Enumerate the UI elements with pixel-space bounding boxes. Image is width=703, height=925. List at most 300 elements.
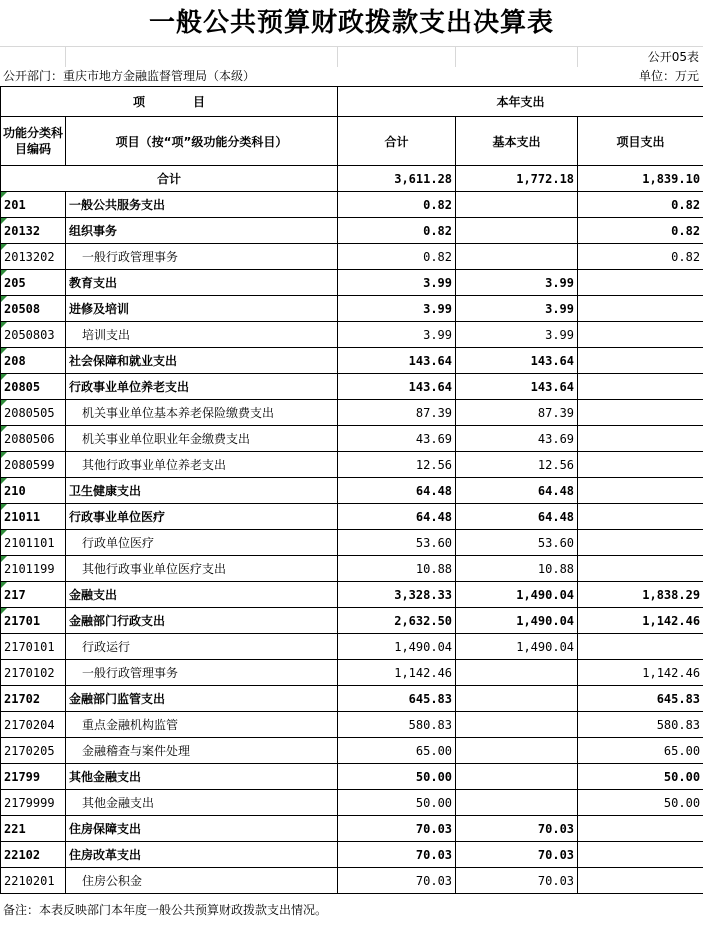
row-project-text: 65.00	[663, 743, 701, 758]
row-basic	[456, 842, 578, 868]
row-item-name	[66, 478, 338, 504]
row-total-text: 70.03	[415, 821, 453, 836]
row-total-text: 3,328.33	[394, 587, 453, 602]
cell-indicator-icon	[1, 582, 7, 588]
row-code-text: 2080599	[4, 457, 55, 472]
table-row	[1, 452, 703, 478]
row-basic	[456, 582, 578, 608]
table-row	[1, 634, 703, 660]
row-code	[1, 712, 66, 738]
row-code-text: 208	[4, 353, 26, 368]
row-item-name-text: 住房公积金	[82, 874, 143, 888]
row-item-name	[66, 816, 338, 842]
row-code-text: 2170204	[4, 717, 55, 732]
row-total-text: 50.00	[415, 795, 453, 810]
cell-indicator-icon	[1, 270, 7, 276]
row-item-name-text: 卫生健康支出	[69, 484, 142, 498]
row-project	[578, 244, 703, 270]
row-item-name-text: 其他行政事业单位医疗支出	[82, 562, 227, 576]
row-total	[338, 608, 456, 634]
row-total-text: 0.82	[423, 223, 453, 238]
row-code	[1, 764, 66, 790]
row-item-name-text: 一般公共服务支出	[69, 198, 166, 212]
row-basic	[456, 270, 578, 296]
row-item-name-text: 一般行政管理事务	[82, 666, 179, 680]
table-row	[1, 660, 703, 686]
row-project	[578, 426, 703, 452]
row-item-name-text: 行政运行	[82, 640, 131, 654]
row-basic	[456, 686, 578, 712]
row-total-text: 645.83	[408, 691, 453, 706]
row-total	[338, 790, 456, 816]
row-total-text: 3.99	[423, 327, 453, 342]
row-project	[578, 530, 703, 556]
row-project	[578, 764, 703, 790]
row-code-text: 217	[4, 587, 26, 602]
row-code	[1, 816, 66, 842]
row-total	[338, 400, 456, 426]
row-basic-text: 53.60	[537, 535, 575, 550]
row-total	[338, 660, 456, 686]
header-project: 项目支出	[578, 117, 703, 166]
row-item-name	[66, 270, 338, 296]
department-label: 公开部门：重庆市地方金融监督管理局（本级）	[3, 69, 256, 83]
row-basic	[456, 556, 578, 582]
row-code-text: 2170205	[4, 743, 55, 758]
row-item-name	[66, 192, 338, 218]
row-item-name	[66, 244, 338, 270]
row-item-name-text: 行政事业单位医疗	[69, 510, 166, 524]
table-row	[1, 192, 703, 218]
cell-indicator-icon	[1, 478, 7, 484]
row-basic-text: 1,490.04	[516, 613, 575, 628]
row-basic-text: 1,490.04	[516, 587, 575, 602]
row-item-name-text: 进修及培训	[69, 302, 130, 316]
row-code-text: 20508	[4, 301, 41, 316]
row-code	[1, 556, 66, 582]
row-total	[338, 738, 456, 764]
row-basic	[456, 738, 578, 764]
row-total-text: 64.48	[415, 509, 453, 524]
row-basic-text: 3.99	[545, 301, 575, 316]
row-total-text: 43.69	[415, 431, 453, 446]
row-total	[338, 374, 456, 400]
row-total	[338, 218, 456, 244]
row-item-name-text: 培训支出	[82, 328, 131, 342]
row-item-name-text: 金融稽查与案件处理	[82, 744, 191, 758]
row-project	[578, 400, 703, 426]
row-basic	[456, 868, 578, 894]
row-code	[1, 296, 66, 322]
row-item-name	[66, 582, 338, 608]
row-code-text: 21799	[4, 769, 41, 784]
row-total-text: 87.39	[415, 405, 453, 420]
row-code	[1, 452, 66, 478]
row-project	[578, 712, 703, 738]
table-row	[1, 218, 703, 244]
row-basic	[456, 400, 578, 426]
row-item-name	[66, 712, 338, 738]
row-basic	[456, 712, 578, 738]
row-total-text: 143.64	[408, 353, 453, 368]
row-item-name-text: 机关事业单位基本养老保险缴费支出	[82, 406, 275, 420]
row-code-text: 21701	[4, 613, 41, 628]
row-basic-text: 3.99	[545, 275, 575, 290]
row-basic-text: 70.03	[537, 873, 575, 888]
table-row	[1, 374, 703, 400]
total-label: 合计	[1, 166, 338, 192]
row-basic	[456, 660, 578, 686]
row-project-text: 0.82	[671, 223, 701, 238]
row-code-text: 2210201	[4, 873, 55, 888]
row-code	[1, 322, 66, 348]
row-project	[578, 842, 703, 868]
spreadsheet-gridline-row	[0, 46, 703, 67]
header-item-name: 项目（按“项”级功能分类科目）	[66, 117, 338, 166]
row-code	[1, 660, 66, 686]
row-item-name	[66, 296, 338, 322]
row-code-text: 2170101	[4, 639, 55, 654]
row-total-text: 1,490.04	[394, 639, 453, 654]
row-code-text: 2050803	[4, 327, 55, 342]
header-total: 合计	[338, 117, 456, 166]
row-item-name-text: 其他行政事业单位养老支出	[82, 458, 227, 472]
cell-indicator-icon	[1, 192, 7, 198]
row-total-text: 0.82	[423, 249, 453, 264]
header-item-group: 项 目	[1, 87, 338, 117]
table-row	[1, 582, 703, 608]
row-total	[338, 686, 456, 712]
row-item-name	[66, 452, 338, 478]
row-total	[338, 556, 456, 582]
cell-indicator-icon	[1, 452, 7, 458]
row-code	[1, 868, 66, 894]
row-total-text: 70.03	[415, 873, 453, 888]
row-code	[1, 244, 66, 270]
expense-table	[0, 86, 703, 894]
cell-indicator-icon	[1, 374, 7, 380]
table-row	[1, 244, 703, 270]
row-code-text: 2101101	[4, 535, 55, 550]
header-year-expense: 本年支出	[338, 87, 703, 117]
row-total	[338, 244, 456, 270]
row-basic-text: 12.56	[537, 457, 575, 472]
row-basic-text: 87.39	[537, 405, 575, 420]
row-total-text: 12.56	[415, 457, 453, 472]
row-code	[1, 504, 66, 530]
row-code-text: 20132	[4, 223, 41, 238]
row-total	[338, 192, 456, 218]
row-item-name-text: 机关事业单位职业年金缴费支出	[82, 432, 251, 446]
row-item-name-text: 教育支出	[69, 276, 118, 290]
row-item-name-text: 金融部门监管支出	[69, 692, 166, 706]
row-item-name	[66, 348, 338, 374]
row-item-name	[66, 868, 338, 894]
row-project	[578, 452, 703, 478]
table-row	[1, 712, 703, 738]
row-project	[578, 374, 703, 400]
row-item-name	[66, 686, 338, 712]
row-item-name-text: 住房保障支出	[69, 822, 142, 836]
row-basic	[456, 218, 578, 244]
row-project	[578, 348, 703, 374]
cell-indicator-icon	[1, 296, 7, 302]
row-project	[578, 296, 703, 322]
row-item-name	[66, 790, 338, 816]
row-item-name-text: 住房改革支出	[69, 848, 142, 862]
table-row	[1, 790, 703, 816]
row-item-name	[66, 400, 338, 426]
row-basic	[456, 608, 578, 634]
row-total-text: 3.99	[423, 275, 453, 290]
row-total	[338, 504, 456, 530]
row-basic	[456, 530, 578, 556]
row-code	[1, 400, 66, 426]
row-item-name-text: 行政事业单位养老支出	[69, 380, 190, 394]
row-item-name	[66, 842, 338, 868]
row-total-text: 0.82	[423, 197, 453, 212]
total-project: 1,839.10	[578, 166, 703, 192]
row-code	[1, 582, 66, 608]
row-code-text: 2170102	[4, 665, 55, 680]
row-item-name-text: 行政单位医疗	[82, 536, 155, 550]
info-line	[0, 66, 703, 86]
row-total	[338, 270, 456, 296]
row-basic-text: 3.99	[545, 327, 575, 342]
row-total	[338, 530, 456, 556]
row-total	[338, 764, 456, 790]
row-item-name	[66, 556, 338, 582]
row-item-name	[66, 530, 338, 556]
row-code-text: 2013202	[4, 249, 55, 264]
row-basic	[456, 426, 578, 452]
row-code	[1, 270, 66, 296]
table-row	[1, 348, 703, 374]
row-project	[578, 738, 703, 764]
row-project-text: 0.82	[671, 249, 701, 264]
row-code-text: 22102	[4, 847, 41, 862]
row-item-name-text: 一般行政管理事务	[82, 250, 179, 264]
row-total-text: 143.64	[408, 379, 453, 394]
row-total	[338, 712, 456, 738]
row-basic	[456, 634, 578, 660]
row-basic	[456, 452, 578, 478]
cell-indicator-icon	[1, 530, 7, 536]
row-total	[338, 868, 456, 894]
row-total	[338, 478, 456, 504]
row-basic	[456, 478, 578, 504]
row-project-text: 1,142.46	[642, 613, 701, 628]
row-total-text: 3.99	[423, 301, 453, 316]
row-code-text: 201	[4, 197, 26, 212]
table-row	[1, 400, 703, 426]
table-row	[1, 478, 703, 504]
row-code	[1, 348, 66, 374]
row-total	[338, 322, 456, 348]
row-total-text: 64.48	[415, 483, 453, 498]
row-item-name-text: 其他金融支出	[69, 770, 142, 784]
row-basic-text: 70.03	[537, 847, 575, 862]
header-basic: 基本支出	[456, 117, 578, 166]
row-total-text: 70.03	[415, 847, 453, 862]
page-title: 一般公共预算财政拨款支出决算表	[148, 8, 554, 38]
row-project-text: 50.00	[663, 769, 701, 784]
row-basic	[456, 374, 578, 400]
table-row	[1, 530, 703, 556]
table-row	[1, 322, 703, 348]
row-code-text: 210	[4, 483, 26, 498]
row-total-text: 580.83	[408, 717, 453, 732]
row-item-name	[66, 738, 338, 764]
row-basic	[456, 816, 578, 842]
row-item-name	[66, 374, 338, 400]
row-item-name-text: 金融部门行政支出	[69, 614, 166, 628]
row-total	[338, 842, 456, 868]
row-code	[1, 530, 66, 556]
row-project	[578, 608, 703, 634]
cell-indicator-icon	[1, 426, 7, 432]
row-item-name	[66, 608, 338, 634]
row-basic	[456, 296, 578, 322]
row-project	[578, 504, 703, 530]
row-code	[1, 634, 66, 660]
total-basic: 1,772.18	[456, 166, 578, 192]
table-row	[1, 816, 703, 842]
row-project-text: 1,142.46	[642, 665, 701, 680]
table-row	[1, 296, 703, 322]
row-code	[1, 790, 66, 816]
table-row	[1, 608, 703, 634]
table-row	[1, 738, 703, 764]
row-project	[578, 218, 703, 244]
row-code	[1, 686, 66, 712]
row-code	[1, 426, 66, 452]
row-item-name-text: 其他金融支出	[82, 796, 155, 810]
row-project	[578, 270, 703, 296]
row-project	[578, 634, 703, 660]
footnote: 备注：本表反映部门本年度一般公共预算财政拨款支出情况。	[3, 903, 328, 917]
total-row	[1, 166, 703, 192]
row-code-text: 205	[4, 275, 26, 290]
cell-indicator-icon	[1, 218, 7, 224]
row-code	[1, 842, 66, 868]
row-code	[1, 478, 66, 504]
row-total-text: 2,632.50	[394, 613, 453, 628]
cell-indicator-icon	[1, 348, 7, 354]
row-total	[338, 634, 456, 660]
table-row	[1, 868, 703, 894]
row-project-text: 580.83	[656, 717, 701, 732]
row-item-name	[66, 634, 338, 660]
unit-label: 单位：万元	[638, 69, 699, 83]
cell-indicator-icon	[1, 556, 7, 562]
row-basic-text: 143.64	[530, 353, 575, 368]
row-code	[1, 218, 66, 244]
table-row	[1, 270, 703, 296]
row-project-text: 645.83	[656, 691, 701, 706]
row-total-text: 1,142.46	[394, 665, 453, 680]
row-basic	[456, 322, 578, 348]
row-code	[1, 192, 66, 218]
cell-indicator-icon	[1, 504, 7, 510]
row-item-name-text: 重点金融机构监管	[82, 718, 179, 732]
row-code	[1, 374, 66, 400]
row-code-text: 2080505	[4, 405, 55, 420]
row-basic	[456, 790, 578, 816]
row-code-text: 221	[4, 821, 26, 836]
row-project	[578, 790, 703, 816]
row-code-text: 2179999	[4, 795, 55, 810]
row-total	[338, 426, 456, 452]
cell-indicator-icon	[1, 400, 7, 406]
row-item-name	[66, 660, 338, 686]
row-basic	[456, 764, 578, 790]
row-total	[338, 582, 456, 608]
table-number: 公开05表	[647, 50, 699, 64]
row-total-text: 50.00	[415, 769, 453, 784]
row-code-text: 2080506	[4, 431, 55, 446]
row-total	[338, 452, 456, 478]
row-basic-text: 1,490.04	[516, 639, 575, 654]
row-total	[338, 296, 456, 322]
header-code: 功能分类科目编码	[1, 117, 66, 166]
table-row	[1, 426, 703, 452]
row-item-name-text: 组织事务	[69, 224, 118, 238]
row-item-name-text: 金融支出	[69, 588, 118, 602]
row-item-name	[66, 218, 338, 244]
row-project-text: 1,838.29	[642, 587, 701, 602]
table-row	[1, 842, 703, 868]
row-code	[1, 608, 66, 634]
row-code-text: 21011	[4, 509, 41, 524]
total-sum: 3,611.28	[338, 166, 456, 192]
row-project-text: 50.00	[663, 795, 701, 810]
row-item-name	[66, 426, 338, 452]
row-total-text: 65.00	[415, 743, 453, 758]
cell-indicator-icon	[1, 244, 7, 250]
cell-indicator-icon	[1, 322, 7, 328]
row-code-text: 2101199	[4, 561, 55, 576]
row-item-name	[66, 764, 338, 790]
row-code	[1, 738, 66, 764]
row-basic-text: 43.69	[537, 431, 575, 446]
cell-indicator-icon	[1, 608, 7, 614]
row-code-text: 21702	[4, 691, 41, 706]
row-item-name	[66, 322, 338, 348]
row-project	[578, 868, 703, 894]
table-row	[1, 764, 703, 790]
row-project	[578, 816, 703, 842]
row-basic	[456, 244, 578, 270]
row-project	[578, 322, 703, 348]
row-basic	[456, 348, 578, 374]
row-item-name-text: 社会保障和就业支出	[69, 354, 178, 368]
row-project	[578, 192, 703, 218]
row-total	[338, 816, 456, 842]
row-project	[578, 660, 703, 686]
row-project	[578, 556, 703, 582]
row-total-text: 10.88	[415, 561, 453, 576]
row-item-name	[66, 504, 338, 530]
row-total-text: 53.60	[415, 535, 453, 550]
row-project	[578, 478, 703, 504]
table-row	[1, 556, 703, 582]
table-row	[1, 686, 703, 712]
row-basic-text: 64.48	[537, 509, 575, 524]
row-project-text: 0.82	[671, 197, 701, 212]
row-code-text: 20805	[4, 379, 41, 394]
row-project	[578, 686, 703, 712]
